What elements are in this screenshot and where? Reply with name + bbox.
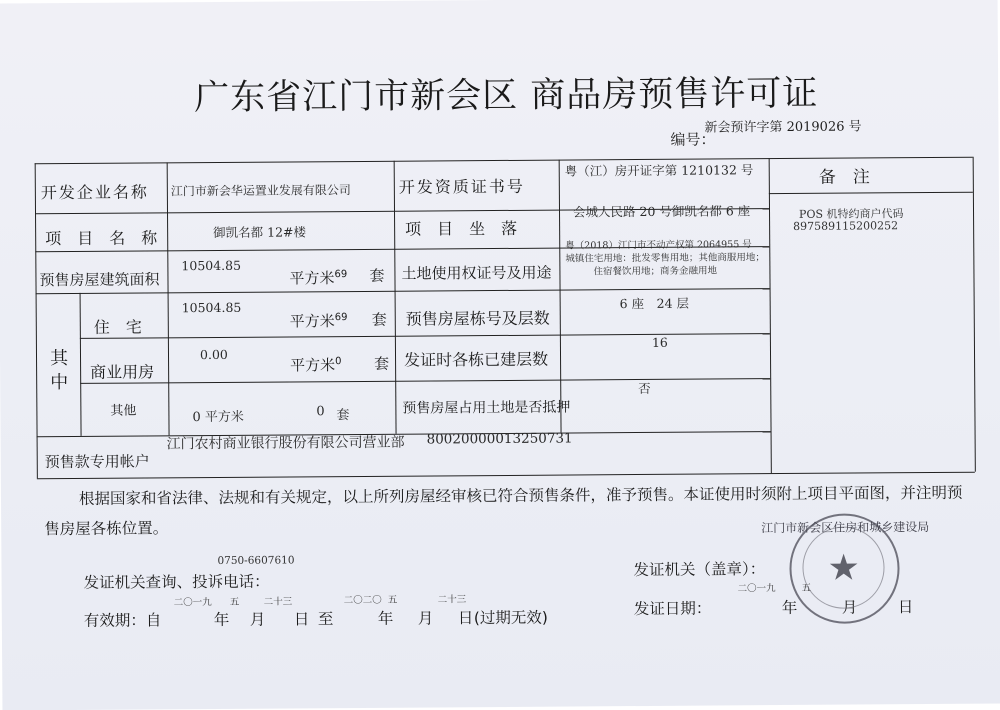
commercial-sets-count: 0: [335, 356, 342, 368]
permit-table: [0, 0, 998, 3]
residential-label: 住 宅: [93, 317, 142, 337]
table-rule: [167, 162, 170, 435]
residential-area-unit: [290, 310, 348, 331]
hotline-label: 发证机关查询、投诉电话：: [83, 572, 270, 592]
remarks-pos-label: POS 机特约商户代码: [798, 207, 904, 221]
developer-value: 江门市新会华运置业发展有限公司: [170, 183, 351, 199]
presale-area-value: 10504.85: [181, 257, 242, 274]
presale-area-label: 预售房屋建筑面积: [39, 270, 160, 290]
valid-from-month-hw: 五: [229, 596, 240, 608]
residential-area: 10504.85: [181, 299, 242, 316]
hotline-number: 0750-6607610: [217, 554, 295, 567]
land-use-line2: 住宿餐饮用地；商务金融用地: [593, 265, 717, 278]
presale-sets-count: 69: [334, 269, 348, 281]
table-rule: [394, 161, 397, 434]
sqm-unit: 平方米: [289, 269, 335, 288]
qualification-label: 开发资质证书号: [398, 176, 525, 197]
table-rule: [769, 158, 772, 473]
issue-month-hw: 五: [801, 582, 812, 594]
table-rule: [769, 192, 973, 194]
seal-star-icon: ★: [827, 547, 860, 589]
from-month-char: 月: [249, 610, 266, 629]
valid-to-year-hw: 二〇二〇: [343, 594, 382, 607]
valid-to-day-hw: 二十三: [437, 594, 467, 606]
built-floors-label: 发证时各栋已建层数: [403, 349, 549, 370]
other-label: 其他: [110, 403, 137, 419]
statement-line1: 根据国家和省法律、法规和有关规定，以上所列房屋经审核已符合预售条件，准予预售。本证使用时须附上项目平面图，并注明预: [78, 483, 963, 508]
to-month-char: 月: [417, 609, 434, 628]
from-day-char: 日: [293, 610, 310, 629]
from-year-char: 年: [213, 610, 230, 630]
land-use-line1: 城镇住宅用地：批发零售用地；其他商服用地；: [565, 252, 765, 265]
to-day-char: 日: [457, 609, 474, 628]
issue-day-char: 日: [897, 598, 914, 617]
land-cert-number: 粤（2018）江门市不动产权第 2064955 号: [565, 239, 752, 252]
to-char: 至: [317, 610, 334, 629]
account-bank: 江门农村商业银行股份有限公司营业部: [166, 434, 405, 453]
commercial-sets-unit: 套: [374, 354, 390, 373]
table-rule: [80, 378, 770, 384]
other-sets: 0: [316, 404, 325, 420]
commercial-label: 商业用房: [90, 362, 155, 382]
remarks-label: 备 注: [818, 167, 870, 188]
issue-year-char: 年: [781, 598, 798, 618]
residential-sets-unit: 套: [371, 310, 387, 329]
valid-to-month-hw: 五: [387, 594, 398, 606]
valid-from-day-hw: 二十三: [263, 596, 293, 608]
table-border-right: [973, 157, 976, 472]
statement-line2: 售房屋各栋位置。: [44, 519, 169, 539]
table-border-bottom: [37, 472, 975, 480]
land-cert-label: 土地使用权证号及用途: [401, 263, 552, 283]
among-label: 其中: [49, 348, 69, 394]
issue-year-hw: 二〇一九: [737, 583, 776, 595]
permit-number: 新会预许字第 2019026 号: [704, 119, 862, 136]
project-name-label: 项 目 名 称: [45, 228, 158, 249]
issue-month-char: 月: [841, 598, 858, 617]
building-floors-value: 6 座 24 层: [619, 295, 690, 312]
presale-area-unit: [289, 267, 347, 288]
remarks-pos-code: 897589115200252: [793, 219, 899, 233]
authority-label: 发证机关（盖章）：: [633, 560, 766, 580]
document-title: 广东省江门市新会区 商品房预售许可证: [194, 73, 819, 119]
mortgage-label: 预售房屋占用土地是否抵押: [402, 399, 571, 417]
account-label: 预售款专用帐户: [44, 452, 150, 472]
permit-number-label: 编号：: [670, 130, 716, 149]
location-value: 会城人民路 20 号御凯名都 6 座: [572, 203, 751, 220]
qualification-value: 粤（江）房开证字第 1210132 号: [564, 162, 754, 179]
expired-note: (过期无效): [473, 608, 549, 628]
other-sets-unit: 套: [336, 408, 350, 424]
validity-label: 有效期：自: [83, 611, 162, 630]
presale-sets-unit: 套: [369, 266, 385, 285]
sqm-unit: 平方米: [290, 356, 336, 375]
issue-date-label: 发证日期：: [633, 599, 712, 619]
commercial-area: 0.00: [199, 346, 228, 363]
building-floors-label: 预售房屋栋号及层数: [405, 308, 550, 329]
to-year-char: 年: [377, 609, 394, 628]
account-number: 80020000013250731: [426, 430, 573, 448]
valid-from-year-hw: 二〇一九: [173, 597, 212, 609]
residential-sets-count: 69: [334, 312, 348, 324]
table-rule: [80, 293, 82, 436]
built-floors-value: 16: [651, 334, 668, 350]
table-rule: [559, 160, 562, 433]
developer-label: 开发企业名称: [40, 182, 149, 203]
sqm-unit: 平方米: [289, 312, 335, 331]
mortgage-value: 否: [638, 380, 651, 397]
commercial-area-unit: [290, 354, 342, 375]
location-label: 项 目 坐 落: [405, 218, 518, 239]
other-area: 0 平方米: [192, 409, 244, 426]
stamp-org-text: 江门市新会区住房和城乡建设局: [761, 520, 930, 536]
table-border-left: [35, 163, 38, 478]
project-name-value: 御凯名都 12#楼: [213, 224, 307, 240]
